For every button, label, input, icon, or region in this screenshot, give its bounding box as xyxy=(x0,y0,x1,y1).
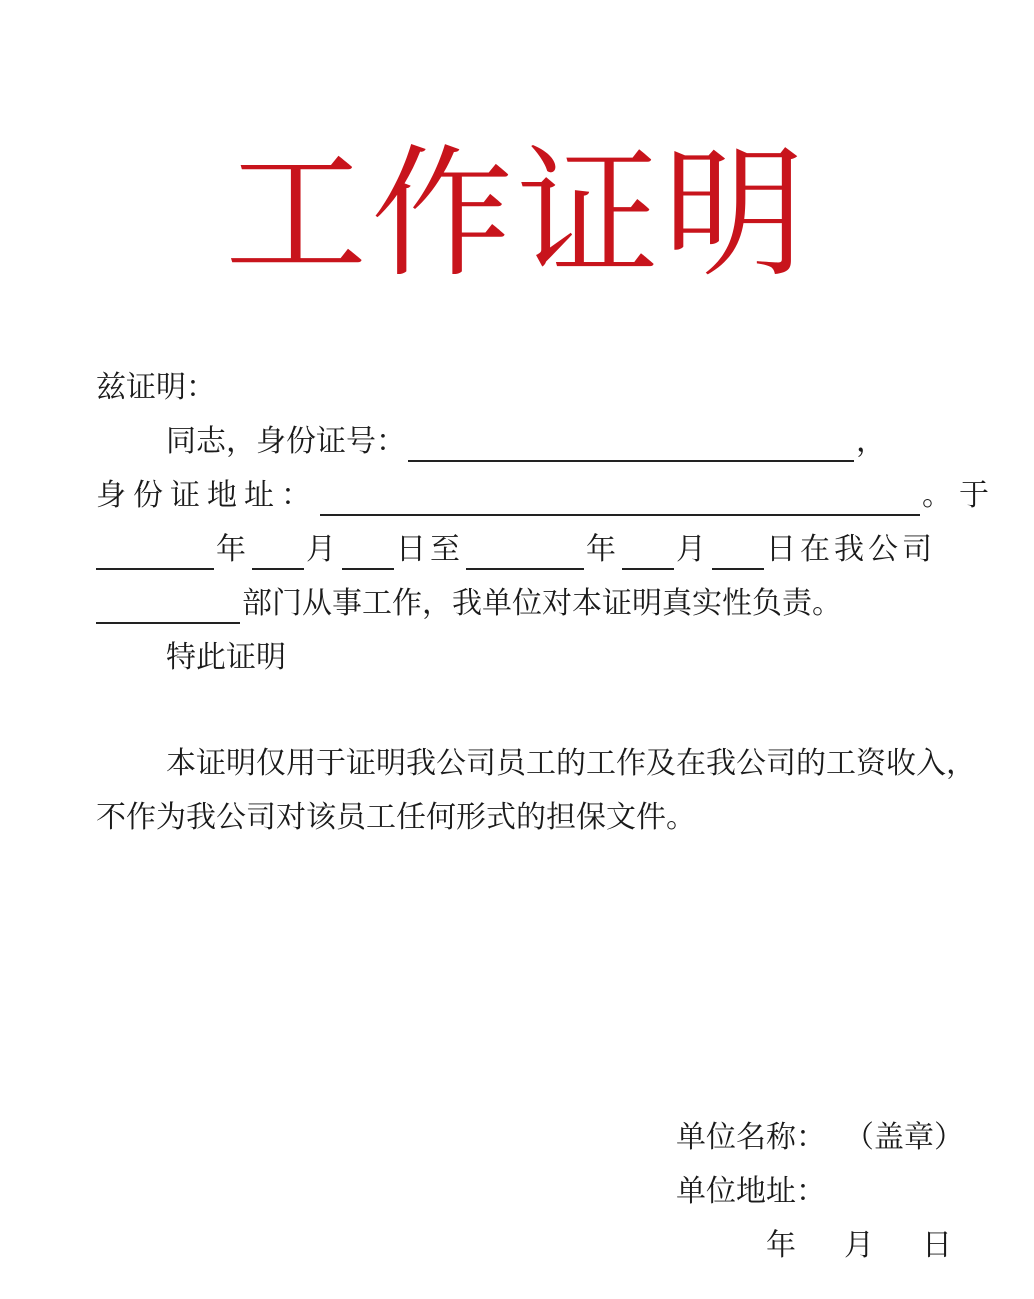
salutation: 兹证明： xyxy=(96,370,216,405)
signature-month-label: 月 xyxy=(844,1228,874,1263)
end-month-blank[interactable] xyxy=(622,538,674,570)
start-day-blank[interactable] xyxy=(342,538,394,570)
end-year-label: 年 xyxy=(586,532,620,567)
id-number-suffix: ， xyxy=(856,424,886,459)
document-title: 工作证明 xyxy=(225,132,809,297)
signature-year-label: 年 xyxy=(766,1228,796,1263)
id-address-line xyxy=(96,476,996,516)
company-address-label: 单位地址： xyxy=(676,1174,826,1209)
end-day-blank[interactable] xyxy=(712,538,764,570)
signature-date-line xyxy=(766,1226,952,1266)
start-day-label: 日至 xyxy=(396,532,464,567)
end-year-blank[interactable] xyxy=(466,538,584,570)
id-number-blank[interactable] xyxy=(408,430,854,462)
company-name-line xyxy=(676,1118,964,1158)
note-line-2: 不作为我公司对该员工任何形式的担保文件。 xyxy=(96,800,696,835)
department-line xyxy=(96,584,842,624)
id-address-suffix: 。于 xyxy=(922,478,996,513)
start-month-label: 月 xyxy=(306,532,340,567)
company-name-label: 单位名称： xyxy=(676,1120,826,1155)
closing-text: 特此证明 xyxy=(166,640,286,675)
id-number-label: 同志，身份证号： xyxy=(166,424,406,459)
department-blank[interactable] xyxy=(96,592,240,624)
start-year-label: 年 xyxy=(216,532,250,567)
start-year-blank[interactable] xyxy=(96,538,214,570)
id-number-line xyxy=(166,422,886,462)
start-month-blank[interactable] xyxy=(252,538,304,570)
department-text: 部门从事工作，我单位对本证明真实性负责。 xyxy=(242,586,842,621)
signature-day-label: 日 xyxy=(922,1228,952,1263)
note-line-1: 本证明仅用于证明我公司员工的工作及在我公司的工资收入， xyxy=(166,746,976,781)
end-month-label: 月 xyxy=(676,532,710,567)
end-day-label: 日在我公司 xyxy=(766,532,936,567)
id-address-blank[interactable] xyxy=(320,484,920,516)
seal-label: （盖章） xyxy=(844,1120,964,1155)
employment-date-line xyxy=(96,530,936,570)
id-address-label: 身份证地址： xyxy=(96,478,318,513)
